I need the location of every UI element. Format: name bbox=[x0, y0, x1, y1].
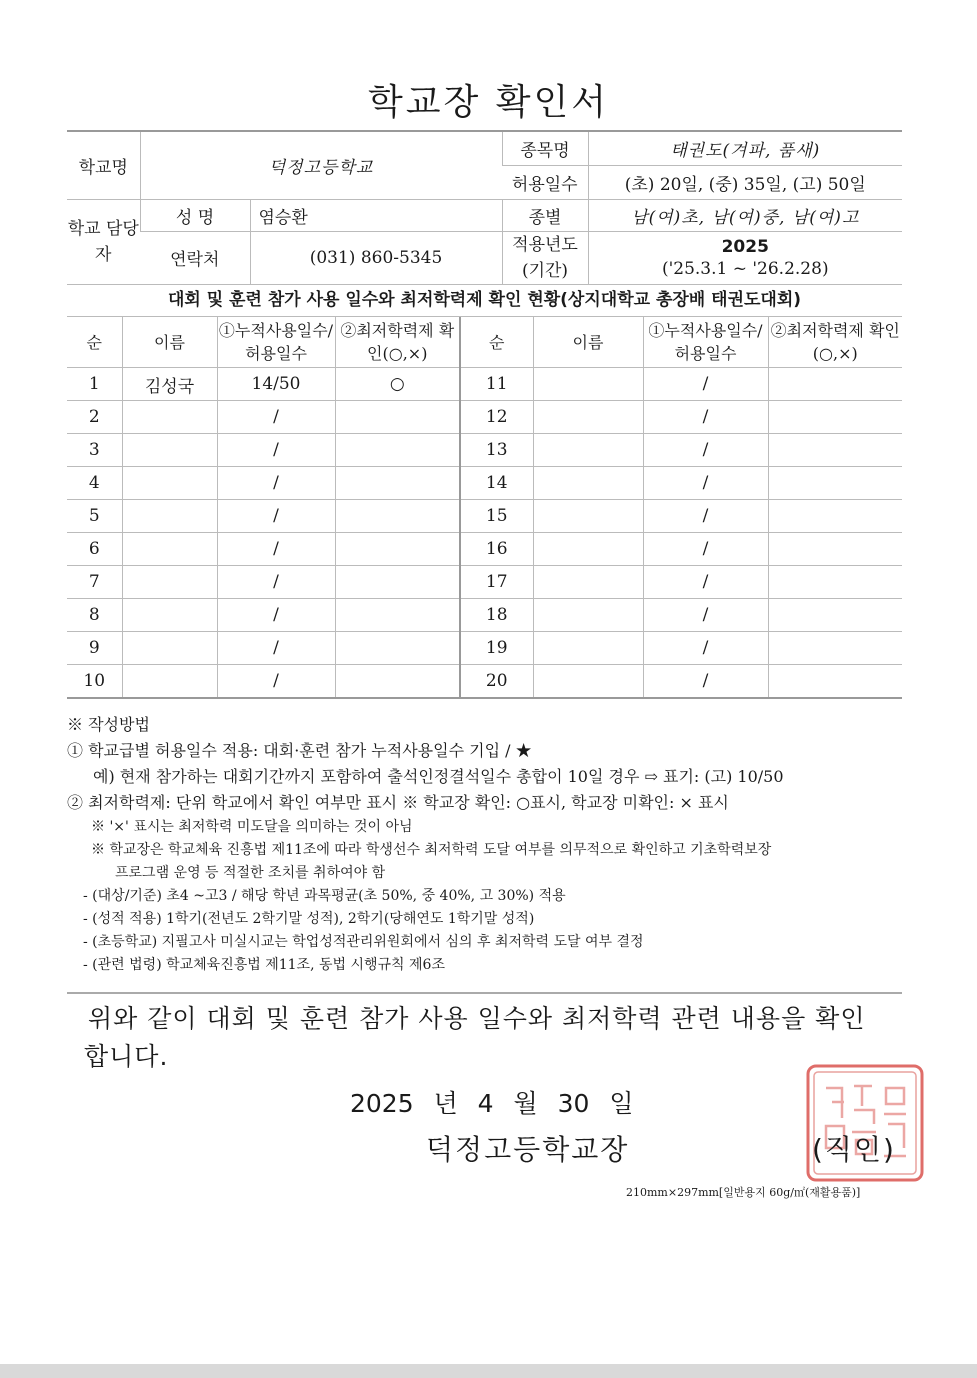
cell-min: ○ bbox=[335, 368, 460, 401]
cell-days: / bbox=[643, 467, 768, 500]
cell-min bbox=[335, 434, 460, 467]
header-name: 이름 bbox=[122, 317, 217, 368]
cell-min bbox=[335, 599, 460, 632]
cell-min bbox=[335, 533, 460, 566]
cell-no: 18 bbox=[460, 599, 533, 632]
table-row bbox=[67, 434, 902, 467]
cell-days: / bbox=[217, 401, 335, 434]
signer-name: 덕정고등학교장 bbox=[426, 1133, 630, 1166]
cell-min bbox=[768, 401, 902, 434]
cell-days: / bbox=[217, 665, 335, 699]
paper-spec-note: 210mm×297mm[일반용지 60g/㎡(재활용품)] bbox=[626, 1186, 861, 1199]
cell-min bbox=[768, 599, 902, 632]
cell-days: / bbox=[643, 533, 768, 566]
instruction-dash-1: - (대상/기준) 초4 ~고3 / 해당 학년 과목평균(초 50%, 중 40%, 고 30%) 적용 bbox=[83, 888, 566, 904]
cell-min bbox=[768, 467, 902, 500]
table-row bbox=[67, 599, 902, 632]
contact-value: (031) 860-5345 bbox=[250, 231, 502, 284]
cell-no: 5 bbox=[67, 500, 122, 533]
school-info-table bbox=[67, 130, 902, 285]
cell-no: 17 bbox=[460, 566, 533, 599]
cell-min bbox=[335, 665, 460, 699]
cell-days: / bbox=[217, 533, 335, 566]
cell-name bbox=[533, 401, 643, 434]
instructions bbox=[67, 712, 917, 977]
cell-name: 김성국 bbox=[122, 368, 217, 401]
cell-no: 3 bbox=[67, 434, 122, 467]
confirmation-line-1: 위와 같이 대회 및 훈련 참가 사용 일수와 최저학력 관련 내용을 확인 bbox=[88, 1004, 866, 1033]
cell-min bbox=[768, 533, 902, 566]
table-row bbox=[67, 500, 902, 533]
cell-days: / bbox=[643, 434, 768, 467]
cell-min bbox=[335, 566, 460, 599]
application-period-value: ('25.3.1 ~ '26.2.28) bbox=[661, 258, 829, 279]
cell-days: 14/50 bbox=[217, 368, 335, 401]
header-days: ①누적사용일수/ 허용일수 bbox=[217, 317, 335, 368]
page-bottom-edge bbox=[0, 1364, 977, 1378]
header-min-academic: ②최저학력제 확인(○,×) bbox=[768, 317, 902, 368]
cell-min bbox=[768, 500, 902, 533]
cell-days: / bbox=[643, 368, 768, 401]
event-name-label: 종목명 bbox=[502, 131, 588, 165]
contact-label: 연락처 bbox=[140, 231, 250, 284]
cell-min bbox=[768, 632, 902, 665]
cell-days: / bbox=[643, 599, 768, 632]
cell-no: 13 bbox=[460, 434, 533, 467]
cell-no: 19 bbox=[460, 632, 533, 665]
cell-name bbox=[122, 599, 217, 632]
category-value: 남(여)초, 남(여)중, 남(여)고 bbox=[588, 199, 902, 231]
cell-days: / bbox=[217, 599, 335, 632]
school-name-label: 학교명 bbox=[67, 131, 140, 199]
instruction-dash-4: - (관련 법령) 학교체육진흥법 제11조, 동법 시행규칙 제6조 bbox=[83, 957, 445, 973]
cell-days: / bbox=[643, 401, 768, 434]
application-year-value: 2025 bbox=[721, 236, 769, 257]
instruction-dash-3: - (초등학교) 지필고사 미실시교는 학업성적관리위원회에서 심의 후 최저학력 도달 여부 결정 bbox=[83, 934, 644, 950]
instruction-dash-2: - (성적 적용) 1학기(전년도 2학기말 성적), 2학기(당해연도 1학기말 성적) bbox=[83, 911, 535, 927]
cell-min bbox=[768, 434, 902, 467]
cell-name bbox=[533, 632, 643, 665]
cell-no: 2 bbox=[67, 401, 122, 434]
cell-no: 11 bbox=[460, 368, 533, 401]
cell-name bbox=[533, 500, 643, 533]
cell-min bbox=[335, 401, 460, 434]
header-min-academic: ②최저학력제 확인(○,×) bbox=[335, 317, 460, 368]
table-row bbox=[67, 566, 902, 599]
document-title: 학교장 확인서 bbox=[367, 82, 610, 123]
status-title: 대회 및 훈련 참가 사용 일수와 최저학력제 확인 현황(상지대학교 총장배 태권도대회) bbox=[67, 284, 902, 317]
cell-name bbox=[122, 566, 217, 599]
cell-days: / bbox=[217, 500, 335, 533]
instructions-heading: ※ 작성방법 bbox=[67, 715, 150, 734]
school-name-value: 덕정고등학교 bbox=[140, 131, 502, 199]
event-name-value: 태권도(겨파, 품새) bbox=[588, 131, 902, 165]
manager-name-label: 성 명 bbox=[140, 199, 250, 231]
header-no: 순 bbox=[460, 317, 533, 368]
cell-name bbox=[533, 533, 643, 566]
table-row bbox=[67, 665, 902, 699]
cell-name bbox=[533, 434, 643, 467]
cell-no: 8 bbox=[67, 599, 122, 632]
confirmation-line-2: 합니다. bbox=[84, 1042, 169, 1071]
category-label: 종별 bbox=[502, 199, 588, 231]
cell-no: 14 bbox=[460, 467, 533, 500]
instruction-note-2a: ※ 학교장은 학교체육 진흥법 제11조에 따라 학생선수 최저학력 도달 여부를 의무적으로 확인하고 기초학력보장 bbox=[91, 842, 772, 858]
cell-name bbox=[533, 467, 643, 500]
table-row bbox=[67, 533, 902, 566]
table-row bbox=[67, 368, 902, 401]
instruction-note-1: ※ '×' 표시는 최저학력 미도달을 의미하는 것이 아님 bbox=[91, 819, 413, 835]
cell-no: 1 bbox=[67, 368, 122, 401]
cell-name bbox=[122, 632, 217, 665]
table-row bbox=[67, 401, 902, 434]
cell-no: 10 bbox=[67, 665, 122, 699]
cell-days: / bbox=[217, 566, 335, 599]
cell-name bbox=[122, 665, 217, 699]
header-days: ①누적사용일수/ 허용일수 bbox=[643, 317, 768, 368]
instruction-item-2: ② 최저학력제: 단위 학교에서 확인 여부만 표시 ※ 학교장 확인: ○표시, 학교장 미확인: × 표시 bbox=[67, 793, 729, 812]
header-no: 순 bbox=[67, 317, 122, 368]
cell-min bbox=[768, 368, 902, 401]
table-row bbox=[67, 632, 902, 665]
allowed-days-label: 허용일수 bbox=[502, 165, 588, 199]
cell-min bbox=[335, 500, 460, 533]
cell-name bbox=[122, 533, 217, 566]
cell-days: / bbox=[643, 566, 768, 599]
application-year-label: 적용년도 (기간) bbox=[502, 231, 588, 284]
cell-min bbox=[768, 665, 902, 699]
participation-table bbox=[67, 317, 902, 699]
instruction-item-1: ① 학교급별 허용일수 적용: 대회·훈련 참가 누적사용일수 기입 / ★ bbox=[67, 741, 532, 760]
manager-name-value: 염승환 bbox=[250, 199, 502, 231]
divider bbox=[67, 992, 902, 994]
cell-min bbox=[768, 566, 902, 599]
cell-no: 20 bbox=[460, 665, 533, 699]
cell-name bbox=[122, 434, 217, 467]
cell-name bbox=[533, 665, 643, 699]
confirmation-statement bbox=[84, 1000, 888, 1076]
cell-name bbox=[122, 467, 217, 500]
cell-no: 12 bbox=[460, 401, 533, 434]
header-name: 이름 bbox=[533, 317, 643, 368]
cell-no: 9 bbox=[67, 632, 122, 665]
cell-min bbox=[335, 467, 460, 500]
cell-no: 15 bbox=[460, 500, 533, 533]
cell-no: 16 bbox=[460, 533, 533, 566]
cell-name bbox=[533, 368, 643, 401]
confirmation-date: 2025 년 4 월 30 일 bbox=[350, 1089, 634, 1118]
cell-no: 6 bbox=[67, 533, 122, 566]
cell-days: / bbox=[643, 500, 768, 533]
school-manager-label: 학교 담당자 bbox=[67, 199, 140, 284]
allowed-days-value: (초) 20일, (중) 35일, (고) 50일 bbox=[588, 165, 902, 199]
seal-label: (직인) bbox=[812, 1133, 896, 1166]
instruction-note-2b: 프로그램 운영 등 적절한 조치를 취하여야 함 bbox=[115, 865, 386, 881]
cell-min bbox=[335, 632, 460, 665]
cell-no: 7 bbox=[67, 566, 122, 599]
instruction-item-1-example: 예) 현재 참가하는 대회기간까지 포함하여 출석인정결석일수 총합이 10일 경우 ⇨ 표기: (고) 10/50 bbox=[93, 767, 784, 786]
cell-days: / bbox=[643, 632, 768, 665]
cell-days: / bbox=[217, 632, 335, 665]
cell-days: / bbox=[217, 434, 335, 467]
cell-name bbox=[533, 599, 643, 632]
cell-days: / bbox=[217, 467, 335, 500]
cell-name bbox=[533, 566, 643, 599]
cell-no: 4 bbox=[67, 467, 122, 500]
table-row bbox=[67, 467, 902, 500]
cell-name bbox=[122, 500, 217, 533]
cell-name bbox=[122, 401, 217, 434]
cell-days: / bbox=[643, 665, 768, 699]
